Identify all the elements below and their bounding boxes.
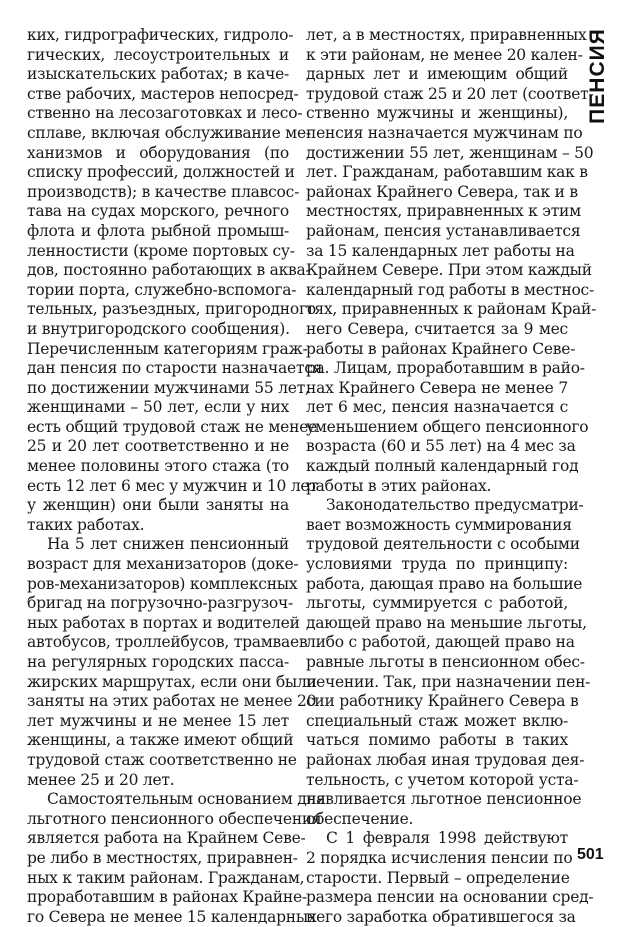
text-line: равные льготы в пенсионном обес-	[306, 653, 585, 671]
text-line: льготного пенсионного обеспечения	[27, 809, 322, 828]
text-line: флота и флота рыбной промыш-	[27, 221, 289, 240]
running-head-tab	[583, 28, 613, 124]
text-line: сии работнику Крайнего Севера в	[306, 692, 579, 711]
text-line: за 15 календарных лет работы на	[306, 241, 575, 260]
text-line: районах Крайнего Севера, так и в	[306, 182, 578, 201]
text-line: женщины, а также имеют общий	[27, 731, 294, 750]
text-line: районах любая иная трудовая дея-	[306, 750, 585, 769]
text-line: дарных лет и имеющим общий	[306, 65, 568, 84]
text-line: есть 12 лет 6 мес у мужчин и 10 лет	[27, 476, 318, 495]
running-head: ПЕНСИЯ	[586, 28, 609, 124]
text-line: трудовой стаж 25 и 20 лет (соответ-	[306, 84, 594, 103]
text-line: специальный стаж может вклю-	[306, 711, 568, 730]
text-line: к эти районам, не менее 20 кален-	[306, 45, 583, 64]
text-line: вает возможность суммирования	[306, 515, 572, 534]
text-line: старости. Первый – определение	[306, 868, 570, 887]
text-line: тельность, с учетом которой уста-	[306, 770, 579, 789]
text-line: ре либо в местностях, приравнен-	[27, 848, 298, 867]
text-line: льготы, суммируется с работой,	[306, 594, 568, 613]
text-line: печении. Так, при назначении пен-	[306, 672, 591, 691]
text-line: нах Крайнего Севера не менее 7	[306, 378, 568, 397]
text-line: работа, дающая право на большие	[306, 574, 583, 593]
text-line: размера пенсии на основании сред-	[306, 888, 594, 907]
text-line: уменьшением общего пенсионного	[306, 417, 589, 436]
text-line: автобусов, троллейбусов, трамваев	[27, 633, 308, 652]
left-column	[27, 26, 326, 927]
text-line: пенсия назначается мужчинам по	[306, 123, 583, 142]
text-line: Крайнем Севере. При этом каждый	[306, 261, 592, 280]
text-line: и внутригородского сообщения).	[27, 319, 290, 338]
text-line: является работа на Крайнем Севе-	[27, 829, 306, 848]
text-line: ственно на лесозаготовках и лесо-	[27, 104, 303, 123]
text-line: 2 порядка исчисления пенсии по	[306, 848, 573, 867]
text-line: есть общий трудовой стаж не менее	[27, 417, 318, 436]
text-line: сплаве, включая обслуживание ме-	[27, 123, 311, 142]
text-line: ственно мужчины и женщины),	[306, 104, 568, 123]
text-line: районам, пенсия устанавливается	[306, 221, 581, 240]
text-line: тава на судах морского, речного	[27, 202, 289, 221]
text-line: либо с работой, дающей право на	[306, 633, 575, 652]
text-line: ных работах в портах и водителей	[27, 613, 300, 632]
text-line: лет, а в местностях, приравненных	[306, 26, 587, 44]
text-line: гических, лесоустроительных и	[27, 45, 289, 64]
text-line: Законодательство предусматри-	[326, 496, 584, 515]
text-line: Самостоятельным основанием для	[47, 790, 326, 809]
text-line: ленностисти (кроме портовых су-	[27, 241, 295, 260]
text-line: ханизмов и оборудования (по	[27, 143, 289, 162]
text-line: На 5 лет снижен пенсионный	[47, 535, 289, 554]
text-line: по достижении мужчинами 55 лет,	[27, 378, 310, 397]
text-line: дан пенсия по старости назначается	[27, 359, 323, 378]
text-line: тях, приравненных к районам Край-	[306, 300, 597, 319]
text-line: менее 25 и 20 лет.	[27, 770, 175, 789]
text-line: у женщин) они были заняты на	[27, 496, 289, 515]
text-line: ных к таким районам. Гражданам,	[27, 868, 305, 887]
text-line: календарный год работы в местнос-	[306, 280, 594, 299]
text-line: достижении 55 лет, женщинам – 50	[306, 143, 594, 162]
text-line: заняты на этих работах не менее 20	[27, 692, 317, 711]
text-line: стве рабочих, мастеров непосред-	[27, 84, 299, 103]
text-line: навливается льготное пенсионное	[306, 790, 582, 809]
text-line: возраста (60 и 55 лет) на 4 мес за	[306, 437, 576, 456]
text-line: возраст для механизаторов (доке-	[27, 555, 299, 574]
text-line: проработавшим в районах Крайне-	[27, 888, 307, 907]
text-line: ких, гидрографических, гидроло-	[27, 26, 294, 44]
text-line: на регулярных городских пасса-	[27, 653, 289, 671]
text-line: го Севера не менее 15 календарных	[27, 907, 317, 926]
text-line: трудовой деятельности с особыми	[306, 535, 580, 554]
text-line: него Севера, считается за 9 мес	[306, 319, 568, 338]
text-line: таких работах.	[27, 515, 145, 534]
text-line: женщинами – 50 лет, если у них	[27, 398, 289, 417]
text-line: дов, постоянно работающих в аква-	[27, 261, 311, 280]
text-line: лет. Гражданам, работавшим как в	[306, 163, 588, 182]
text-line: работы в этих районах.	[306, 476, 492, 495]
text-line: Перечисленным категориям граж-	[27, 339, 308, 358]
text-line: чаться помимо работы в таких	[306, 731, 568, 750]
text-line: ра. Лицам, проработавшим в райо-	[306, 359, 585, 378]
text-line: тельных, разъездных, пригородного	[27, 300, 316, 319]
text-line: бригад на погрузочно-разгрузоч-	[27, 594, 293, 613]
text-line: обеспечение.	[306, 809, 414, 828]
text-line: ров-механизаторов) комплексных	[27, 574, 298, 593]
text-line: дающей право на меньшие льготы,	[306, 613, 587, 632]
page-number: 501	[577, 846, 604, 863]
text-line: менее половины этого стажа (то	[27, 457, 289, 476]
text-line: условиями труда по принципу:	[306, 555, 568, 574]
text-line: С 1 февраля 1998 действуют	[326, 829, 568, 848]
text-line: каждый полный календарный год	[306, 457, 579, 476]
text-line: местностях, приравненных к этим	[306, 202, 581, 221]
text-line: жирских маршрутах, если они были	[27, 672, 317, 691]
text-line: тории порта, служебно-вспомога-	[27, 280, 297, 299]
text-line: 25 и 20 лет соответственно и не	[27, 437, 289, 456]
text-line: работы в районах Крайнего Севе-	[306, 339, 576, 358]
text-line: лет мужчины и не менее 15 лет	[27, 711, 289, 730]
text-line: лет 6 мес, пенсия назначается с	[306, 398, 568, 417]
text-line: него заработка обратившегося за	[306, 907, 576, 926]
text-line: списку профессий, должностей и	[27, 163, 295, 182]
text-line: трудовой стаж соответственно не	[27, 750, 297, 769]
text-line: изыскательских работах; в каче-	[27, 65, 289, 84]
text-line: производств); в качестве плавсос-	[27, 182, 300, 201]
